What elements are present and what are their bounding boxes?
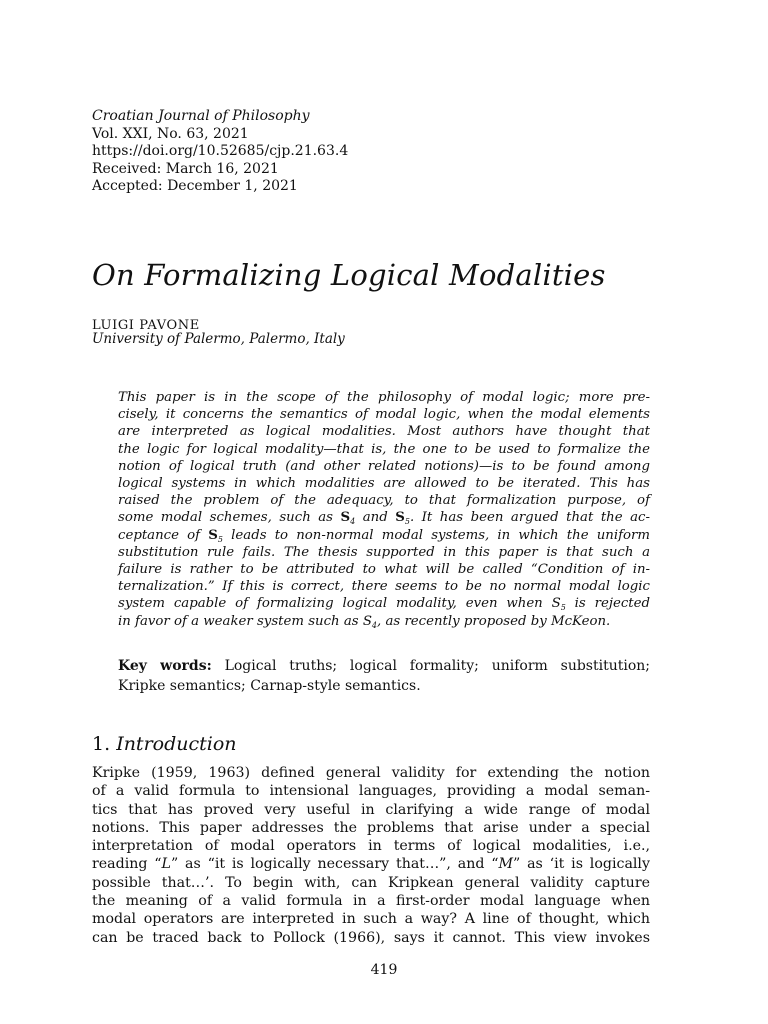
journal-info: [92, 108, 348, 196]
abstract-text: and: [355, 510, 396, 526]
abstract-line: notion of logical truth (and other related notions)—is to be found among: [118, 458, 650, 474]
author-name: LUIGI PAVONE: [92, 318, 200, 333]
keywords-label: Key words:: [118, 658, 212, 674]
body-text-segment: ” as “it is logically necessary that…”, and “: [170, 856, 499, 873]
body-line: modal operators are interpreted in such a way? A line of thought, which: [92, 911, 650, 928]
journal-name: Croatian Journal of Philosophy: [92, 108, 310, 124]
system-subscript: 4: [350, 517, 356, 527]
system-subscript: 5: [560, 603, 566, 613]
system-subscript: 5: [404, 517, 410, 527]
body-line: Kripke (1959, 1963) defined general validity for extending the notion: [92, 765, 650, 781]
section-title: Introduction: [116, 733, 237, 755]
abstract-text: some modal schemes, such as: [118, 510, 341, 526]
body-text-segment: ” as ‘it is logically: [513, 856, 650, 873]
abstract-line: [118, 595, 650, 612]
abstract-text: in favor of a weaker system such as: [118, 613, 363, 629]
volume-info: Vol. XXI, No. 63, 2021: [92, 125, 249, 142]
system-s5-symbol: S: [208, 527, 218, 543]
keywords-line: [118, 656, 650, 676]
system-s4-symbol: S: [340, 510, 351, 526]
body-line: [92, 855, 650, 873]
article-title: On Formalizing Logical Modalities: [92, 258, 606, 292]
abstract-line: [118, 509, 650, 526]
abstract: [118, 389, 650, 630]
keywords-line: Kripke semantics; Carnap-style semantics.: [118, 678, 421, 694]
keywords: [118, 656, 650, 696]
accepted-date: Accepted: December 1, 2021: [92, 178, 298, 194]
body-line: tics that has proved very useful in clarifying a wide range of modal: [92, 801, 650, 818]
abstract-line: [118, 527, 650, 544]
page-number: 419: [370, 962, 398, 978]
system-s4-symbol: S: [362, 613, 372, 629]
system-subscript: 5: [217, 534, 223, 544]
body-line: interpretation of modal operators in terms of logical modalities, i.e.,: [92, 838, 650, 855]
body-line: can be traced back to Pollock (1966), says it cannot. This view invokes: [92, 929, 650, 946]
body-line: notions. This paper addresses the problems that arise under a special: [92, 819, 650, 836]
abstract-text: is rejected: [565, 596, 650, 612]
body-text-segment: reading “: [92, 856, 162, 873]
abstract-line: cisely, it concerns the semantics of modal logic, when the modal elements: [118, 407, 650, 423]
system-s5-symbol: S: [395, 510, 405, 526]
abstract-line: are interpreted as logical modalities. Most authors have thought that: [118, 424, 650, 440]
received-date: Received: March 16, 2021: [92, 160, 279, 177]
body-text: [92, 764, 650, 947]
abstract-line: substitution rule fails. The thesis supported in this paper is that such a: [118, 544, 650, 560]
abstract-text: ceptance of: [118, 527, 209, 543]
abstract-text: , as recently proposed by McKeon.: [377, 613, 611, 629]
abstract-line: ternalization.” If this is correct, there seems to be no normal modal logic: [118, 579, 650, 595]
system-subscript: 4: [371, 620, 378, 630]
doi-link[interactable]: https://doi.org/10.52685/cjp.21.63.4: [92, 143, 349, 159]
abstract-line: This paper is in the scope of the philosophy of modal logic; more pre-: [118, 390, 650, 405]
abstract-text: system capable of formalizing logical modality, even when: [118, 596, 552, 612]
abstract-line: logical systems in which modalities are allowed to be iterated. This has: [118, 476, 650, 492]
keywords-text: Logical truths; logical formality; uniform substitution;: [211, 658, 650, 674]
abstract-line: failure is rather to be attributed to what will be called “Condition of in-: [118, 562, 650, 578]
abstract-line: raised the problem of the adequacy, to that formalization purpose, of: [118, 493, 650, 509]
abstract-line: [118, 613, 650, 630]
abstract-text: leads to non-normal modal systems, in which the uniform: [222, 527, 651, 543]
section-number: 1.: [92, 733, 111, 755]
system-s5-symbol: S: [551, 596, 561, 612]
body-line: possible that…’. To begin with, can Kripkean general validity capture: [92, 874, 650, 891]
section-heading: [92, 733, 237, 755]
author-affiliation: University of Palermo, Palermo, Italy: [92, 331, 345, 347]
abstract-text: . It has been argued that the ac-: [409, 510, 650, 526]
body-line: of a valid formula to intensional languages, providing a modal seman-: [92, 783, 650, 800]
body-line: the meaning of a valid formula in a first-order modal language when: [92, 893, 650, 910]
operator-l: L: [161, 856, 171, 873]
operator-m: M: [498, 856, 514, 873]
abstract-line: the logic for logical modality—that is, the one to be used to formalize the: [118, 441, 650, 457]
